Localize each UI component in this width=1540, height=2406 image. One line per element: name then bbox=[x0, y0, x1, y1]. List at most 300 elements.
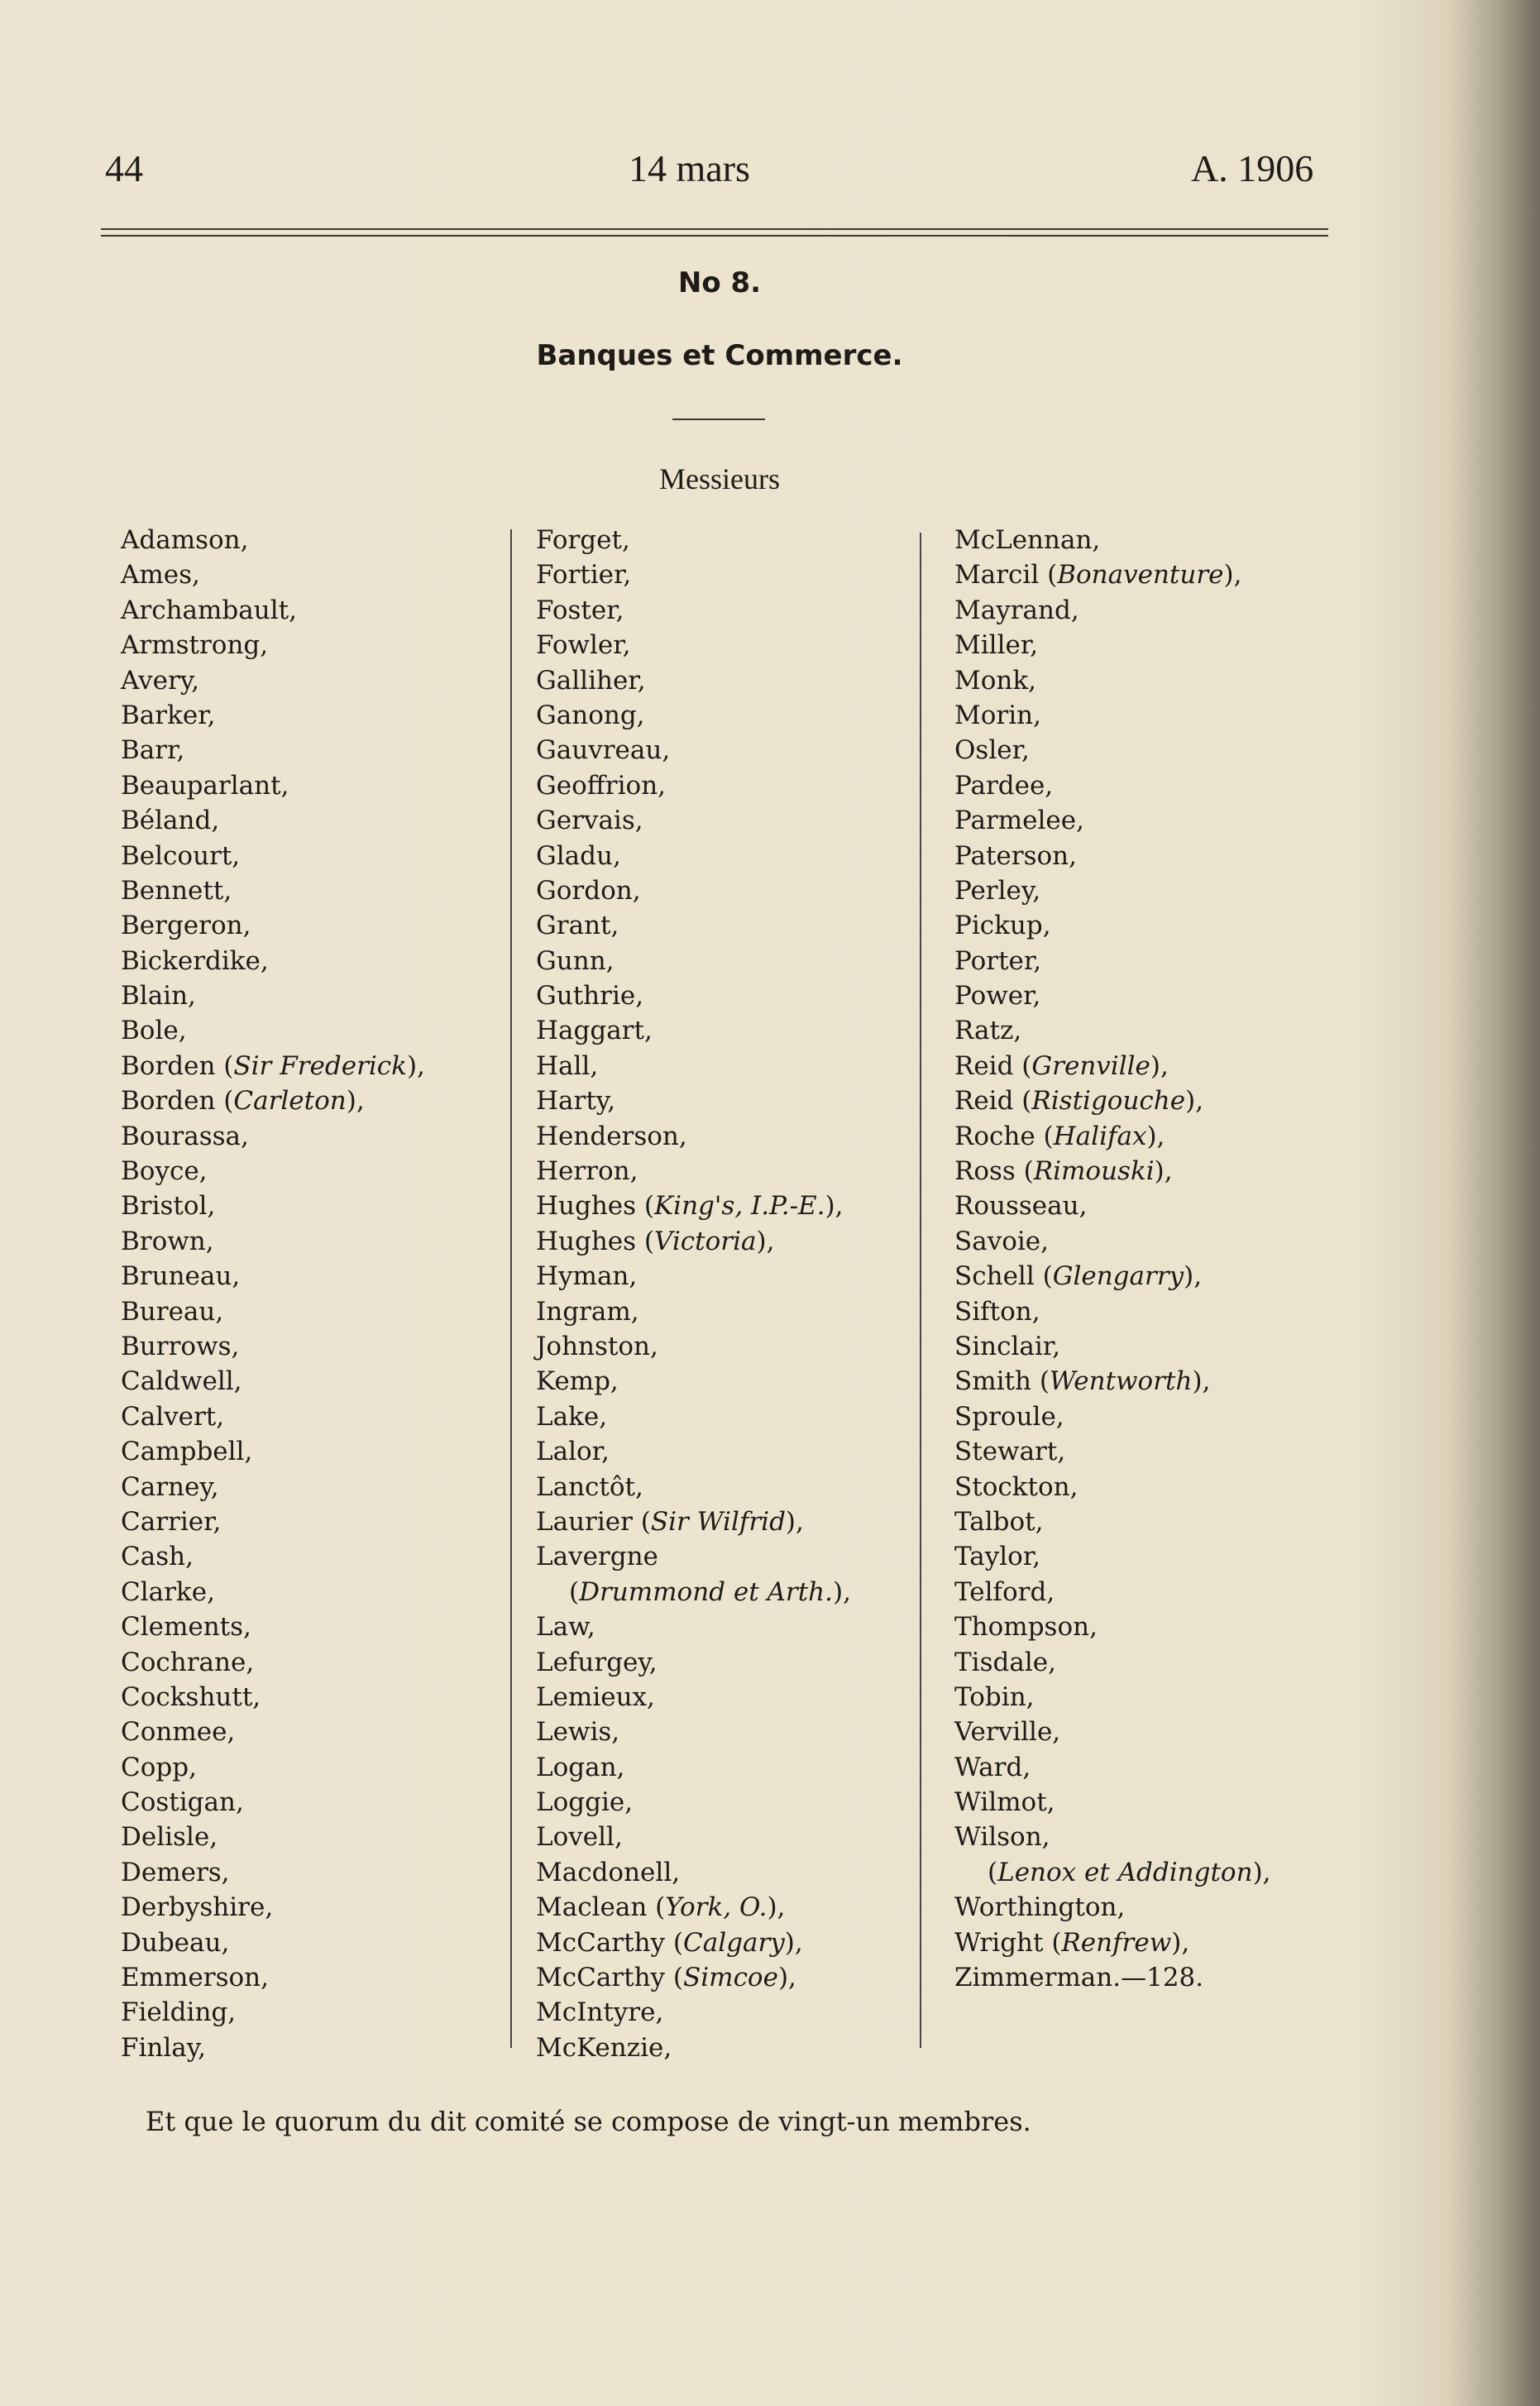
member-suffix: ), bbox=[756, 1226, 775, 1256]
member-entry bbox=[954, 1680, 1271, 1715]
member-riding: Ristigouche bbox=[1031, 1086, 1186, 1117]
member-entry bbox=[954, 1960, 1271, 1995]
member-entry bbox=[121, 1294, 425, 1329]
member-entry bbox=[121, 839, 425, 873]
member-name: Ganong, bbox=[536, 700, 645, 730]
member-entry bbox=[536, 1259, 851, 1294]
member-suffix: ), bbox=[785, 1506, 804, 1537]
member-entry bbox=[536, 2031, 851, 2065]
member-entry bbox=[121, 1680, 425, 1715]
member-name: Wilson, bbox=[954, 1822, 1050, 1853]
member-name: Hyman, bbox=[536, 1261, 638, 1292]
member-entry bbox=[954, 944, 1271, 978]
member-name: Worthington, bbox=[954, 1892, 1126, 1923]
member-name: Grant, bbox=[536, 911, 619, 941]
member-name: Boyce, bbox=[121, 1156, 208, 1187]
member-name: Belcourt, bbox=[121, 840, 241, 871]
member-entry bbox=[536, 944, 851, 978]
member-name: Reid ( bbox=[954, 1050, 1032, 1081]
member-name: Maclean ( bbox=[536, 1892, 666, 1923]
member-name: Borden ( bbox=[121, 1086, 234, 1117]
member-name: Bruneau, bbox=[121, 1261, 241, 1292]
member-entry bbox=[121, 1995, 425, 2030]
member-entry bbox=[121, 803, 425, 838]
member-entry bbox=[536, 1890, 851, 1925]
member-entry bbox=[536, 1820, 851, 1854]
members-column-3 bbox=[954, 523, 1271, 1995]
column-divider-2 bbox=[920, 533, 921, 2048]
member-entry bbox=[954, 1610, 1271, 1644]
member-name: Fielding, bbox=[121, 1997, 237, 2028]
member-name: Roche ( bbox=[954, 1121, 1054, 1151]
member-entry bbox=[536, 1083, 851, 1118]
member-entry bbox=[536, 1925, 851, 1960]
member-name: Miller, bbox=[954, 630, 1039, 661]
member-name: Demers, bbox=[121, 1857, 230, 1887]
member-name: Bourassa, bbox=[121, 1121, 249, 1151]
member-name: McIntyre, bbox=[536, 1997, 664, 2028]
member-suffix: ), bbox=[1146, 1121, 1165, 1151]
member-name: Henderson, bbox=[536, 1121, 687, 1151]
member-name: Macdonell, bbox=[536, 1857, 681, 1887]
member-entry bbox=[954, 1785, 1271, 1820]
member-entry bbox=[954, 1399, 1271, 1434]
member-riding: King's, I.P.-E. bbox=[654, 1191, 825, 1222]
member-name: Laurier ( bbox=[536, 1506, 651, 1537]
member-entry bbox=[536, 1575, 851, 1610]
member-riding: Renfrew bbox=[1061, 1927, 1172, 1958]
member-entry bbox=[954, 1645, 1271, 1680]
member-suffix: ), bbox=[1252, 1857, 1271, 1887]
member-suffix: ), bbox=[833, 1576, 851, 1607]
member-entry bbox=[954, 1470, 1271, 1504]
member-entry bbox=[121, 1820, 425, 1854]
member-entry bbox=[121, 733, 425, 768]
member-riding: York, O. bbox=[665, 1892, 768, 1923]
member-entry bbox=[954, 628, 1271, 662]
member-name: Bureau, bbox=[121, 1296, 224, 1327]
member-suffix: ), bbox=[825, 1191, 844, 1222]
member-entry bbox=[954, 1750, 1271, 1785]
member-entry bbox=[954, 1154, 1271, 1189]
member-name: Hughes ( bbox=[536, 1191, 655, 1222]
header-rule-top bbox=[101, 228, 1328, 230]
members-column-1 bbox=[121, 523, 425, 2065]
member-entry bbox=[536, 1294, 851, 1329]
member-entry bbox=[954, 1715, 1271, 1749]
member-name: Ames, bbox=[121, 560, 200, 591]
member-name: Lalor, bbox=[536, 1437, 610, 1467]
member-name: ( bbox=[988, 1857, 998, 1887]
member-entry bbox=[121, 1539, 425, 1574]
member-name: Telford, bbox=[954, 1576, 1055, 1607]
member-name: Bickerdike, bbox=[121, 945, 269, 976]
member-name: Tisdale, bbox=[954, 1647, 1056, 1677]
member-entry bbox=[121, 523, 425, 557]
member-name: Carney, bbox=[121, 1471, 219, 1502]
member-riding: Simcoe bbox=[683, 1963, 778, 1993]
member-entry bbox=[121, 1083, 425, 1118]
member-name: Zimmerman.—128. bbox=[954, 1963, 1204, 1993]
page-date: 14 mars bbox=[629, 147, 750, 189]
member-entry bbox=[536, 1995, 851, 2030]
member-entry bbox=[954, 1539, 1271, 1574]
member-entry bbox=[121, 1049, 425, 1083]
member-name: Wright ( bbox=[954, 1927, 1062, 1958]
salutation: Messieurs bbox=[659, 462, 780, 495]
member-name: Emmerson, bbox=[121, 1963, 269, 1993]
member-entry bbox=[536, 1785, 851, 1820]
member-name: Lemieux, bbox=[536, 1681, 655, 1712]
member-name: Blain, bbox=[121, 981, 196, 1012]
member-name: Burrows, bbox=[121, 1331, 240, 1361]
member-name: Power, bbox=[954, 981, 1041, 1012]
member-name: ( bbox=[569, 1576, 580, 1607]
member-name: Verville, bbox=[954, 1717, 1061, 1748]
member-entry bbox=[121, 1890, 425, 1925]
member-entry bbox=[954, 768, 1271, 803]
member-riding: Bonaventure bbox=[1057, 560, 1224, 591]
member-name: Sinclair, bbox=[954, 1331, 1061, 1361]
member-entry bbox=[121, 593, 425, 628]
member-entry bbox=[536, 593, 851, 628]
member-name: Béland, bbox=[121, 806, 220, 836]
member-suffix: ), bbox=[777, 1963, 796, 1993]
member-name: Morin, bbox=[954, 700, 1041, 730]
member-name: Reid ( bbox=[954, 1086, 1032, 1117]
member-entry bbox=[536, 1680, 851, 1715]
member-entry bbox=[536, 1329, 851, 1364]
member-entry bbox=[536, 557, 851, 592]
member-name: Wilmot, bbox=[954, 1787, 1055, 1818]
member-entry bbox=[954, 698, 1271, 733]
member-entry bbox=[536, 873, 851, 908]
committee-number: No 8. bbox=[677, 266, 762, 299]
member-name: Forget, bbox=[536, 525, 630, 555]
member-entry bbox=[954, 1329, 1271, 1364]
member-name: Sproule, bbox=[954, 1401, 1064, 1432]
member-entry bbox=[536, 1119, 851, 1154]
member-entry bbox=[121, 663, 425, 698]
member-entry bbox=[954, 839, 1271, 873]
committee-title: Banques et Commerce. bbox=[536, 339, 903, 372]
member-riding: Carleton bbox=[233, 1086, 347, 1117]
member-entry bbox=[536, 908, 851, 943]
member-name: Gladu, bbox=[536, 840, 621, 871]
member-entry bbox=[121, 2031, 425, 2065]
member-entry bbox=[536, 628, 851, 662]
member-name: Talbot, bbox=[954, 1506, 1044, 1537]
member-entry bbox=[536, 768, 851, 803]
member-name: Delisle, bbox=[121, 1822, 218, 1853]
member-entry bbox=[954, 1119, 1271, 1154]
member-name: Ratz, bbox=[954, 1016, 1022, 1046]
member-riding: Halifax bbox=[1053, 1121, 1147, 1151]
member-name: Finlay, bbox=[121, 2032, 207, 2063]
member-riding: Glengarry bbox=[1052, 1261, 1184, 1292]
member-entry bbox=[954, 1855, 1271, 1890]
member-suffix: ), bbox=[346, 1086, 365, 1117]
member-riding: Victoria bbox=[654, 1226, 757, 1256]
member-entry bbox=[121, 1119, 425, 1154]
member-entry bbox=[121, 698, 425, 733]
member-entry bbox=[536, 1960, 851, 1995]
column-divider-1 bbox=[510, 529, 512, 2048]
member-entry bbox=[954, 593, 1271, 628]
member-entry bbox=[536, 698, 851, 733]
member-name: Gervais, bbox=[536, 806, 643, 836]
member-name: Lewis, bbox=[536, 1717, 620, 1748]
member-entry bbox=[954, 1259, 1271, 1294]
member-name: Copp, bbox=[121, 1752, 197, 1782]
member-name: Taylor, bbox=[954, 1542, 1041, 1572]
member-entry bbox=[536, 1399, 851, 1434]
member-entry bbox=[536, 1224, 851, 1259]
member-entry bbox=[121, 1364, 425, 1399]
member-riding: Drummond et Arth. bbox=[579, 1576, 834, 1607]
member-entry bbox=[121, 1715, 425, 1749]
member-entry bbox=[954, 523, 1271, 557]
member-name: Geoffrion, bbox=[536, 770, 667, 801]
member-name: McCarthy ( bbox=[536, 1963, 684, 1993]
member-entry bbox=[121, 1610, 425, 1644]
member-entry bbox=[536, 733, 851, 768]
member-name: Lefurgey, bbox=[536, 1647, 658, 1677]
member-entry bbox=[536, 1154, 851, 1189]
member-entry bbox=[121, 873, 425, 908]
member-entry bbox=[954, 1890, 1271, 1925]
quorum-statement: Et que le quorum du dit comité se compose de vingt-un membres. bbox=[146, 2106, 1031, 2137]
member-entry bbox=[121, 1329, 425, 1364]
member-entry bbox=[121, 1504, 425, 1539]
member-entry bbox=[954, 1364, 1271, 1399]
member-name: Campbell, bbox=[121, 1437, 253, 1467]
member-name: Guthrie, bbox=[536, 981, 644, 1012]
member-name: Conmee, bbox=[121, 1717, 236, 1748]
member-entry bbox=[954, 557, 1271, 592]
member-entry bbox=[954, 1925, 1271, 1960]
member-entry bbox=[121, 1013, 425, 1048]
member-name: Perley, bbox=[954, 875, 1041, 906]
member-name: Fortier, bbox=[536, 560, 632, 591]
member-name: Bole, bbox=[121, 1016, 187, 1046]
member-entry bbox=[121, 1855, 425, 1890]
member-name: Lavergne bbox=[536, 1542, 658, 1572]
member-entry bbox=[954, 1013, 1271, 1048]
member-entry bbox=[536, 1364, 851, 1399]
member-entry bbox=[121, 908, 425, 943]
member-name: Pickup, bbox=[954, 911, 1051, 941]
member-entry bbox=[121, 1259, 425, 1294]
member-suffix: ), bbox=[1150, 1050, 1169, 1081]
member-name: Loggie, bbox=[536, 1787, 634, 1818]
member-name: Law, bbox=[536, 1612, 595, 1643]
member-entry bbox=[121, 1925, 425, 1960]
member-entry bbox=[121, 628, 425, 662]
member-name: Lanctôt, bbox=[536, 1471, 643, 1502]
member-name: Borden ( bbox=[121, 1050, 234, 1081]
member-riding: Lenox et Addington bbox=[997, 1857, 1253, 1887]
member-suffix: ), bbox=[1185, 1086, 1204, 1117]
member-entry bbox=[121, 557, 425, 592]
member-entry bbox=[954, 908, 1271, 943]
member-entry bbox=[121, 1189, 425, 1223]
title-divider bbox=[672, 419, 765, 420]
member-name: Bergeron, bbox=[121, 911, 251, 941]
member-riding: Sir Frederick bbox=[233, 1050, 407, 1081]
member-name: Caldwell, bbox=[121, 1366, 242, 1397]
member-name: Smith ( bbox=[954, 1366, 1050, 1397]
member-suffix: ), bbox=[1184, 1261, 1203, 1292]
member-entry bbox=[121, 1575, 425, 1610]
member-entry bbox=[536, 1645, 851, 1680]
members-column-2 bbox=[536, 523, 851, 2065]
member-entry bbox=[954, 1049, 1271, 1083]
member-name: Kemp, bbox=[536, 1366, 619, 1397]
member-name: Pardee, bbox=[954, 770, 1054, 801]
member-entry bbox=[536, 1434, 851, 1469]
member-name: Clements, bbox=[121, 1612, 251, 1643]
member-entry bbox=[954, 978, 1271, 1013]
member-name: Stockton, bbox=[954, 1471, 1078, 1502]
member-entry bbox=[536, 839, 851, 873]
member-name: Tobin, bbox=[954, 1681, 1035, 1712]
page-number: 44 bbox=[105, 147, 143, 189]
member-name: Rousseau, bbox=[954, 1191, 1088, 1222]
member-name: Archambault, bbox=[121, 595, 297, 625]
member-name: Calvert, bbox=[121, 1401, 225, 1432]
member-entry bbox=[954, 1294, 1271, 1329]
member-name: Thompson, bbox=[954, 1612, 1098, 1643]
member-name: McLennan, bbox=[954, 525, 1101, 555]
member-entry bbox=[536, 663, 851, 698]
member-suffix: ), bbox=[1192, 1366, 1211, 1397]
member-name: Porter, bbox=[954, 945, 1042, 976]
member-entry bbox=[536, 523, 851, 557]
member-entry bbox=[954, 1189, 1271, 1223]
member-entry bbox=[121, 978, 425, 1013]
member-name: McCarthy ( bbox=[536, 1927, 684, 1958]
member-entry bbox=[954, 1504, 1271, 1539]
member-riding: Wentworth bbox=[1049, 1366, 1193, 1397]
member-name: Schell ( bbox=[954, 1261, 1053, 1292]
member-name: Brown, bbox=[121, 1226, 214, 1256]
member-entry bbox=[121, 1470, 425, 1504]
member-entry bbox=[536, 803, 851, 838]
member-name: Gauvreau, bbox=[536, 735, 671, 766]
member-name: Foster, bbox=[536, 595, 624, 625]
member-name: Mayrand, bbox=[954, 595, 1079, 625]
member-name: Beauparlant, bbox=[121, 770, 289, 801]
member-riding: Calgary bbox=[683, 1927, 785, 1958]
member-name: Harty, bbox=[536, 1086, 616, 1117]
member-entry bbox=[954, 803, 1271, 838]
member-entry bbox=[954, 1224, 1271, 1259]
member-suffix: ), bbox=[1223, 560, 1242, 591]
member-name: Sifton, bbox=[954, 1296, 1040, 1327]
member-name: Logan, bbox=[536, 1752, 625, 1782]
member-riding: Grenville bbox=[1031, 1050, 1150, 1081]
member-name: Marcil ( bbox=[954, 560, 1058, 591]
member-entry bbox=[121, 1960, 425, 1995]
member-entry bbox=[121, 1399, 425, 1434]
member-name: Gunn, bbox=[536, 945, 615, 976]
member-name: Cockshutt, bbox=[121, 1681, 261, 1712]
member-entry bbox=[954, 1575, 1271, 1610]
member-name: Fowler, bbox=[536, 630, 631, 661]
member-name: Parmelee, bbox=[954, 806, 1084, 836]
member-entry bbox=[536, 1470, 851, 1504]
member-name: Herron, bbox=[536, 1156, 638, 1187]
member-entry bbox=[536, 1855, 851, 1890]
member-entry bbox=[121, 1645, 425, 1680]
member-name: Stewart, bbox=[954, 1437, 1066, 1467]
member-name: Savoie, bbox=[954, 1226, 1050, 1256]
member-entry bbox=[121, 1750, 425, 1785]
member-name: Dubeau, bbox=[121, 1927, 230, 1958]
member-entry bbox=[536, 1049, 851, 1083]
member-suffix: ), bbox=[1154, 1156, 1173, 1187]
member-name: Costigan, bbox=[121, 1787, 244, 1818]
member-name: Avery, bbox=[121, 665, 200, 696]
member-name: Lake, bbox=[536, 1401, 608, 1432]
member-name: Ross ( bbox=[954, 1156, 1034, 1187]
member-name: Clarke, bbox=[121, 1576, 215, 1607]
member-name: Armstrong, bbox=[121, 630, 269, 661]
member-entry bbox=[121, 944, 425, 978]
member-name: Bennett, bbox=[121, 875, 232, 906]
member-riding: Sir Wilfrid bbox=[650, 1506, 786, 1537]
member-name: Cochrane, bbox=[121, 1647, 255, 1677]
member-name: Bristol, bbox=[121, 1191, 216, 1222]
member-name: Barr, bbox=[121, 735, 185, 766]
member-entry bbox=[536, 978, 851, 1013]
member-name: Ingram, bbox=[536, 1296, 639, 1327]
member-name: Hall, bbox=[536, 1050, 599, 1081]
member-riding: Rimouski bbox=[1033, 1156, 1155, 1187]
member-name: McKenzie, bbox=[536, 2032, 672, 2063]
member-entry bbox=[121, 1785, 425, 1820]
member-entry bbox=[954, 1434, 1271, 1469]
member-name: Monk, bbox=[954, 665, 1037, 696]
member-entry bbox=[954, 733, 1271, 768]
member-entry bbox=[121, 1434, 425, 1469]
member-name: Hughes ( bbox=[536, 1226, 655, 1256]
member-name: Galliher, bbox=[536, 665, 646, 696]
member-entry bbox=[954, 1820, 1271, 1854]
member-suffix: ), bbox=[406, 1050, 425, 1081]
member-name: Carrier, bbox=[121, 1506, 222, 1537]
page-year: A. 1906 bbox=[1191, 147, 1314, 189]
member-name: Barker, bbox=[121, 700, 216, 730]
member-entry bbox=[536, 1610, 851, 1644]
member-entry bbox=[954, 873, 1271, 908]
member-entry bbox=[536, 1715, 851, 1749]
member-entry bbox=[536, 1750, 851, 1785]
member-entry bbox=[536, 1504, 851, 1539]
member-entry bbox=[121, 1224, 425, 1259]
header-rule-bottom bbox=[101, 235, 1328, 237]
member-name: Derbyshire, bbox=[121, 1892, 274, 1923]
member-name: Johnston, bbox=[536, 1331, 658, 1361]
member-entry bbox=[536, 1189, 851, 1223]
member-name: Gordon, bbox=[536, 875, 641, 906]
member-entry bbox=[954, 1083, 1271, 1118]
member-entry bbox=[954, 663, 1271, 698]
member-name: Adamson, bbox=[121, 525, 249, 555]
member-name: Ward, bbox=[954, 1752, 1031, 1782]
member-name: Lovell, bbox=[536, 1822, 623, 1853]
